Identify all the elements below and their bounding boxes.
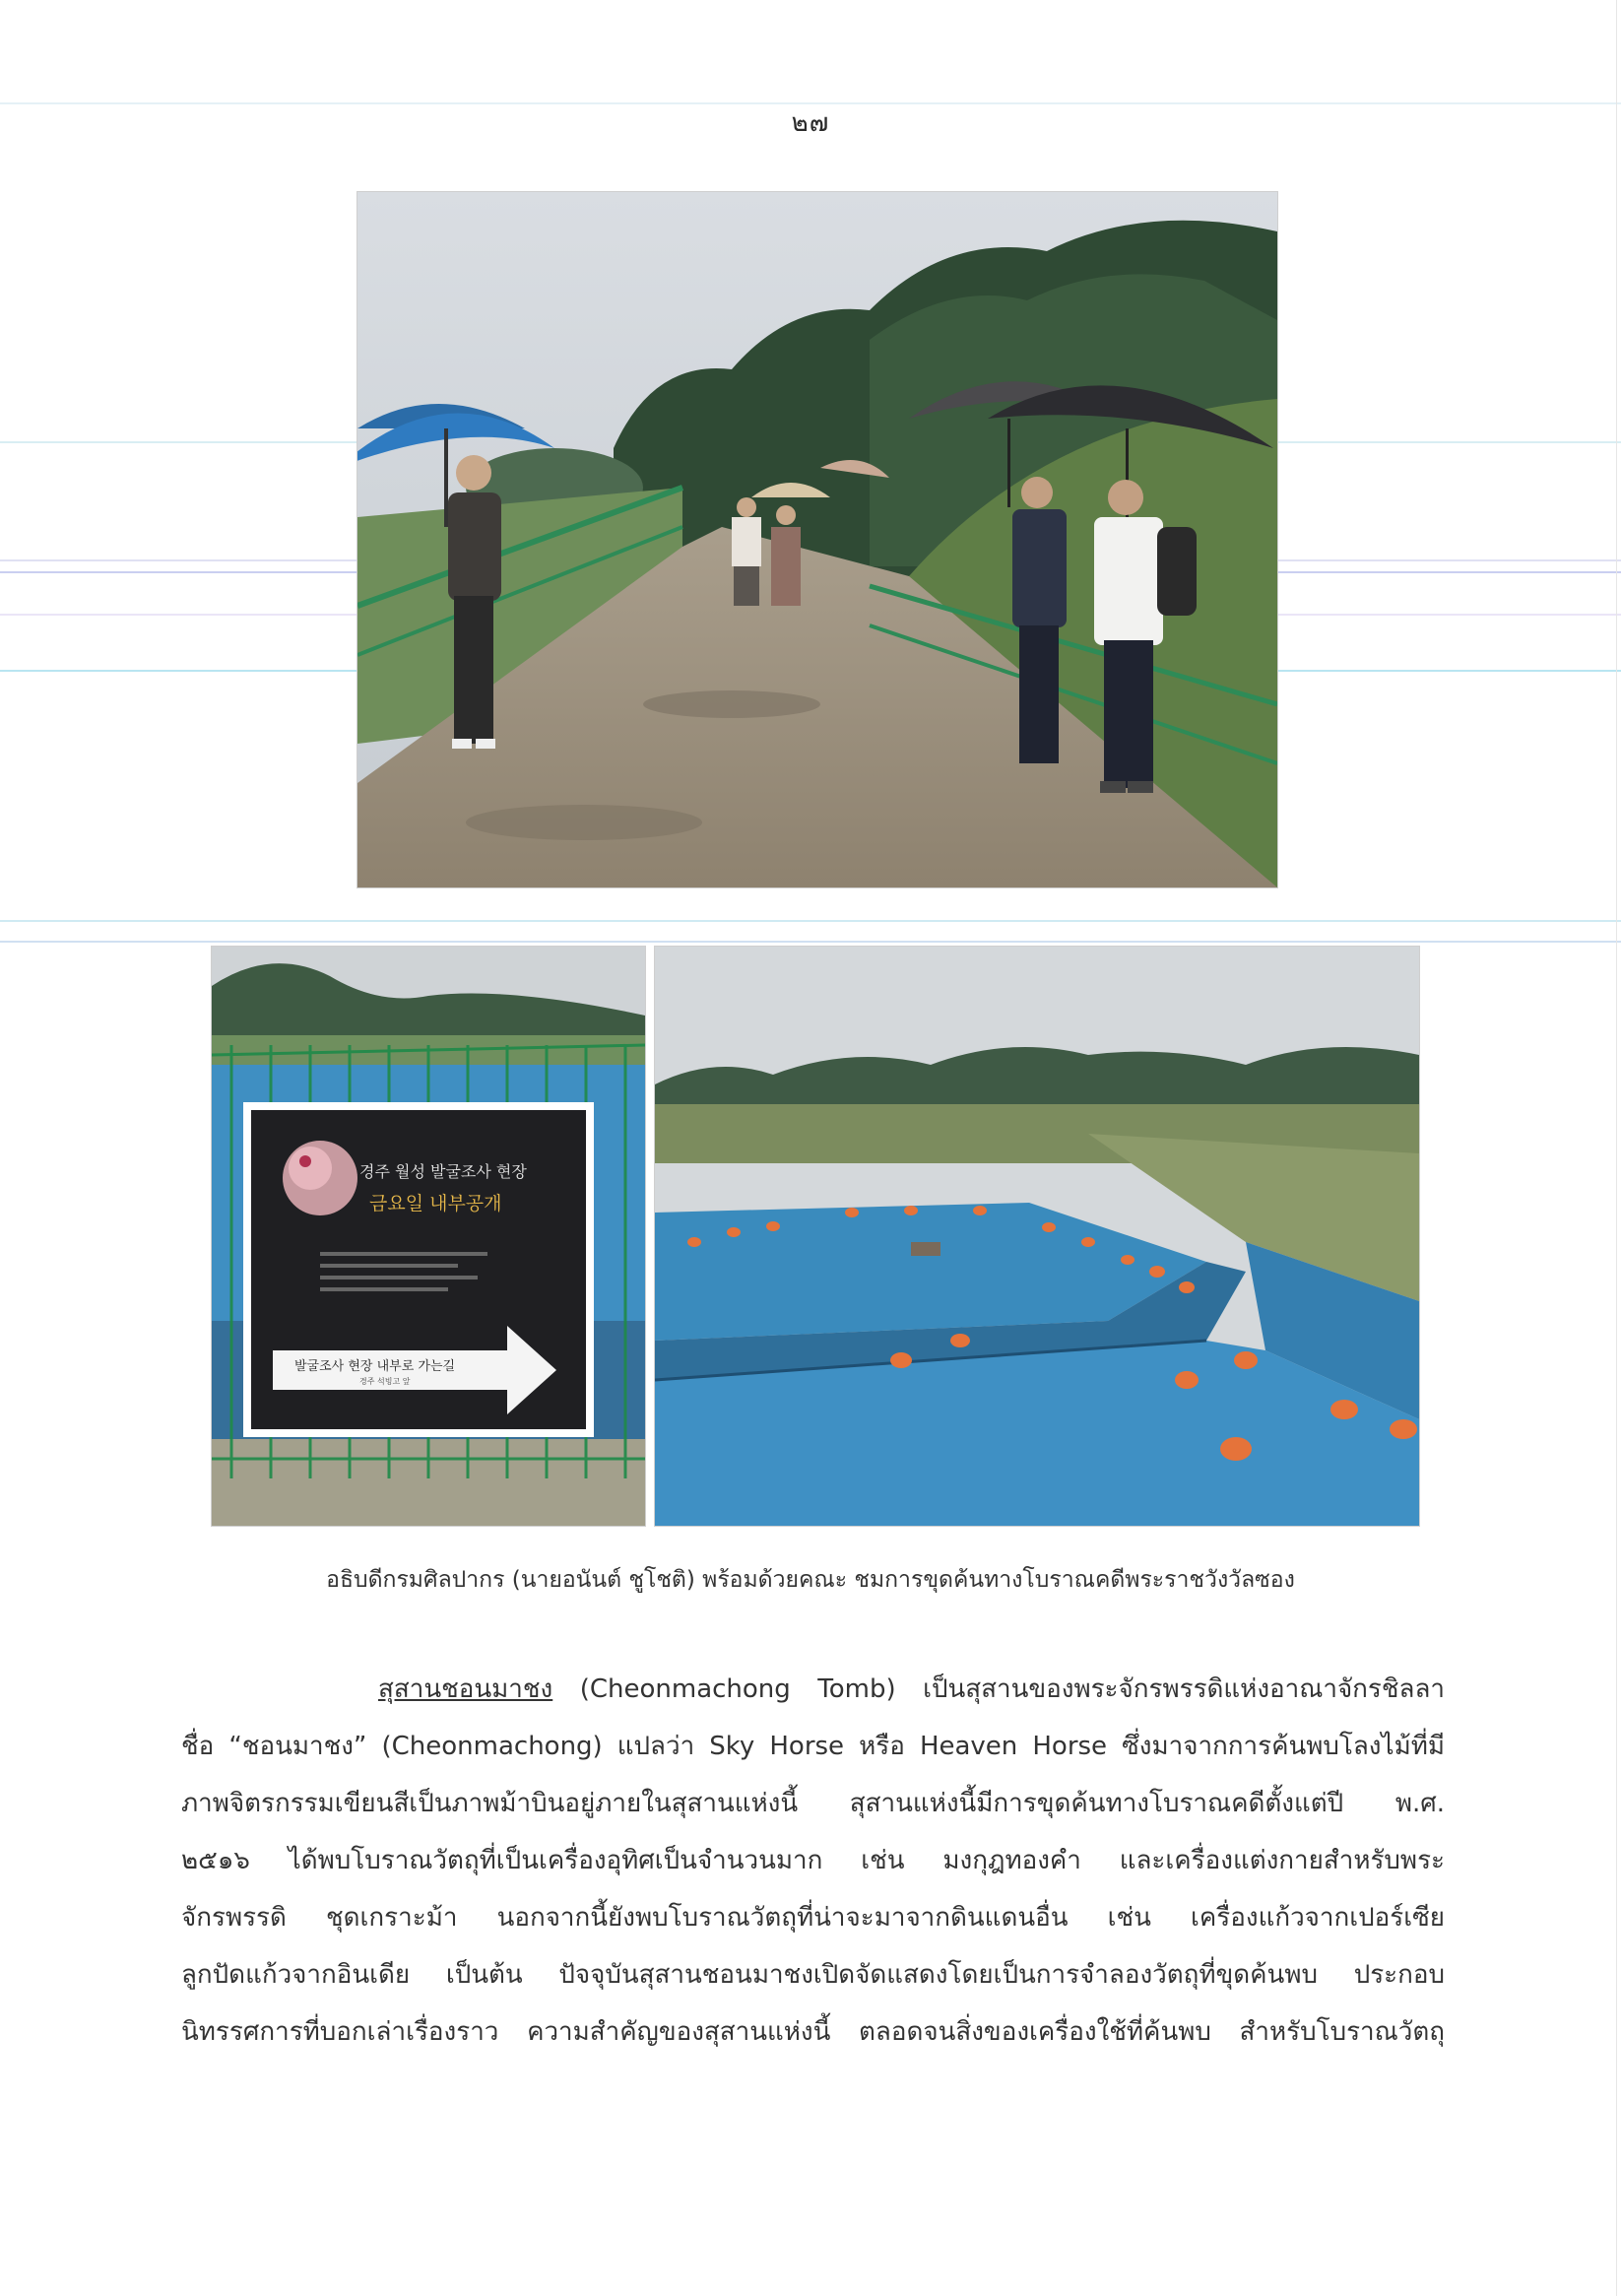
body-line-1: [181, 1661, 1445, 1718]
scan-artifact: [0, 941, 1621, 943]
sign-photo-icon: [212, 947, 645, 1526]
photo-excavation-sign: [211, 946, 646, 1527]
body-line-5: จักรพรรดิ ชุดเกราะม้า นอกจากนี้ยังพบโบราณวัตถุที่น่าจะมาจากดินแดนอื่น เช่น เครื่องแก้วจากเปอร์เซีย: [181, 1903, 1445, 1933]
sign-arrow-subtext: 경주 석빙고 앞: [359, 1377, 411, 1386]
photo-caption: อธิบดีกรมศิลปากร (นายอนันต์ ชูโชติ) พร้อมด้วยคณะ ชมการขุดค้นทางโบราณคดีพระราชวังวัลซอง: [326, 1567, 1295, 1593]
body-line-6: ลูกปัดแก้วจากอินเดีย เป็นต้น ปัจจุบันสุสานชอนมาชงเปิดจัดแสดงโดยเป็นการจำลองวัตถุที่ขุดค้นพบ ประกอบ: [181, 1960, 1445, 1990]
scan-artifact: [0, 920, 1621, 922]
photo-visitors-with-umbrellas: [357, 191, 1278, 888]
body-line-4: ๒๕๑๖ ได้พบโบราณวัตถุที่เป็นเครื่องอุทิศเป็นจำนวนมาก เช่น มงกุฎทองคำ และเครื่องแต่งกายสำหรับพระ: [181, 1846, 1445, 1875]
body-paragraph: [181, 1661, 1445, 2061]
tomb-title: สุสานชอนมาชง: [378, 1674, 553, 1704]
page-edge: [1616, 0, 1617, 2296]
excavation-site-photo-icon: [655, 947, 1419, 1526]
body-line-7: นิทรรศการที่บอกเล่าเรื่องราว ความสำคัญของสุสานแห่งนี้ ตลอดจนสิ่งของเครื่องใช้ที่ค้นพบ สำหรับโบราณวัตถุ: [181, 2017, 1445, 2047]
body-line-2: ชื่อ “ชอนมาชง” (Cheonmachong) แปลว่า Sky Horse หรือ Heaven Horse ซึ่งมาจากการค้นพบโลงไม้ที่มี: [181, 1732, 1445, 1761]
sign-arrow-text: 발굴조사 현장 내부로 가는길: [294, 1359, 456, 1374]
body-line-3: ภาพจิตรกรรมเขียนสีเป็นภาพม้าบินอยู่ภายในสุสานแห่งนี้ สุสานแห่งนี้มีการขุดค้นทางโบราณคดีตั้งแต่ปี พ.ศ.: [181, 1789, 1445, 1818]
sign-line-2: 금요일 내부공개: [369, 1193, 502, 1214]
body-line-1-text: (Cheonmachong Tomb) เป็นสุสานของพระจักรพรรดิแห่งอาณาจักรชิลลา: [552, 1674, 1445, 1704]
page-number: ๒๗: [791, 108, 830, 138]
photo-excavation-site: [654, 946, 1420, 1527]
umbrella-group-photo-icon: [357, 192, 1277, 887]
sign-line-1: 경주 월성 발굴조사 현장: [359, 1162, 527, 1181]
